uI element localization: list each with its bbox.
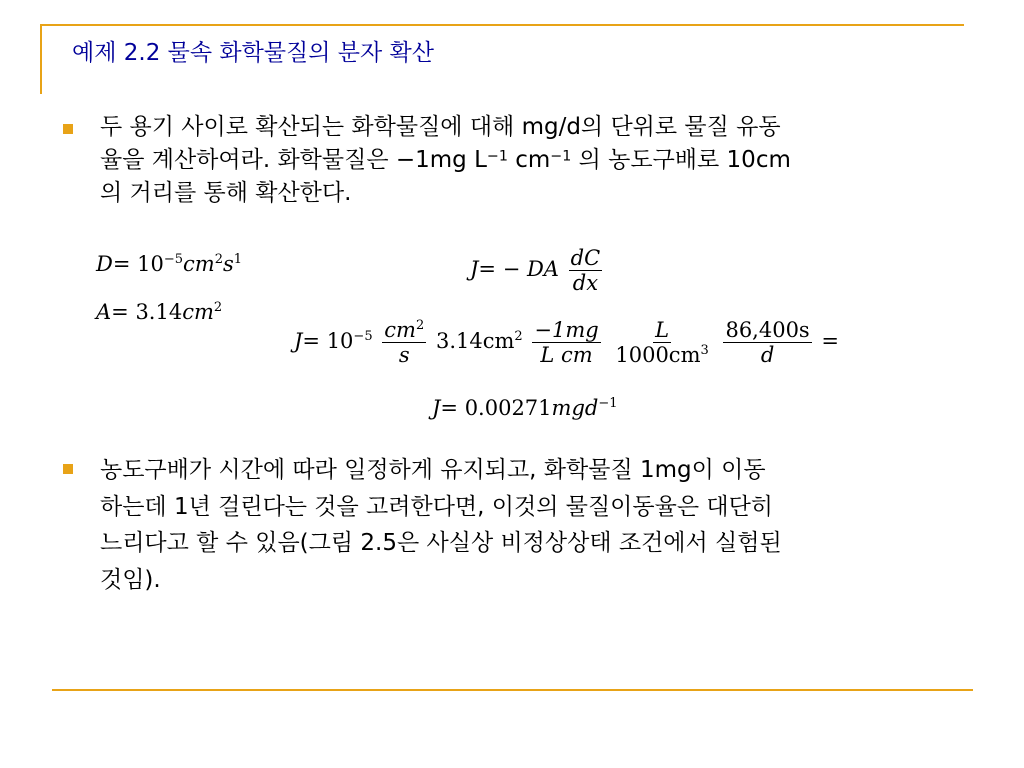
eq-calc-exp: −5 — [353, 329, 373, 345]
symbol-J: J — [294, 329, 303, 353]
eq-D-exp2: 2 — [214, 252, 223, 268]
equation-diffusion-coefficient — [96, 252, 242, 276]
para2-line-4: 것임). — [100, 566, 161, 593]
fraction-dC-dx — [569, 246, 603, 295]
equation-flux-result — [432, 396, 618, 420]
bullet-marker — [63, 124, 73, 134]
fraction-cm2-s — [382, 318, 426, 367]
fraction-seconds-per-day — [723, 318, 811, 367]
para1-unit-cm: cm — [507, 147, 551, 173]
eq-A-unit: cm — [182, 300, 214, 324]
eq-result-unit: mgd — [551, 396, 599, 420]
para1-line-2-tail: 의 농도구배로 10cm — [571, 147, 791, 173]
fraction-L-conversion — [613, 318, 710, 367]
bullet-marker — [63, 464, 73, 474]
eq-calc-area-exp: 2 — [514, 329, 523, 345]
equation-flux-calculation — [294, 318, 839, 367]
f1-num-exp: 2 — [415, 318, 425, 334]
equation-area — [96, 300, 222, 324]
symbol-J: J — [432, 396, 441, 420]
bullet-paragraph-1 — [100, 111, 970, 210]
para1-line-2: 율을 계산하여라. 화학물질은 −1mg L — [100, 147, 487, 173]
fraction-den — [613, 343, 710, 367]
fraction-num: L — [655, 318, 670, 342]
eq-result-value: = 0.00271 — [440, 396, 552, 420]
fraction-den: dx — [572, 271, 599, 295]
f3-den-exp: 3 — [700, 343, 709, 359]
fraction-num: −1mg — [534, 318, 599, 342]
para1-line-3: 의 거리를 통해 확산한다. — [100, 180, 352, 206]
accent-top-line — [40, 24, 964, 26]
fraction-den: L cm — [540, 343, 593, 367]
symbol-A: A — [96, 300, 112, 324]
accent-vertical-line — [40, 24, 42, 94]
para1-exp-1: −1 — [486, 148, 508, 165]
symbol-D: D — [96, 252, 113, 276]
eq-D-exp1: −5 — [163, 252, 184, 268]
para2-line-1: 농도구배가 시간에 따라 일정하게 유지되고, 화학물질 1mg이 이동 — [100, 457, 766, 483]
eq-D-unit2: s — [223, 252, 234, 276]
para1-exp-2: −1 — [550, 148, 572, 165]
para2-line-3: 느리다고 할 수 있음(그림 2.5은 사실상 비정상상태 조건에서 실험된 — [100, 530, 782, 556]
eq-result-exp: −1 — [598, 396, 618, 412]
eq-D-unit: cm — [183, 252, 215, 276]
fraction-num: 86,400s — [725, 318, 810, 342]
fraction-den: d — [760, 343, 775, 367]
eq-calc-equals: = — [821, 329, 840, 353]
eq-calc-coef: = 10 — [302, 329, 354, 353]
eq-D-value: = 10 — [112, 252, 164, 276]
eq-J-rhs: = − DA — [478, 257, 559, 281]
f3-den: 1000cm — [615, 343, 701, 367]
fraction-num — [382, 318, 426, 343]
equation-fick-law — [470, 246, 605, 295]
bullet-paragraph-2 — [100, 452, 970, 598]
para2-line-2: 하는데 1년 걸린다는 것을 고려한다면, 이것의 물질이동율은 대단히 — [100, 493, 774, 520]
eq-D-exp3: 1 — [233, 252, 243, 268]
symbol-J: J — [470, 257, 479, 281]
eq-calc-area: 3.14cm — [435, 329, 515, 353]
fraction-gradient — [532, 318, 600, 367]
f1-num: cm — [384, 318, 416, 342]
para1-line-1: 두 용기 사이로 확산되는 화학물질에 대해 mg/d의 단위로 물질 유동 — [100, 114, 781, 140]
eq-A-value: = 3.14 — [111, 300, 183, 324]
eq-A-exp: 2 — [213, 300, 223, 316]
fraction-num: dC — [570, 246, 601, 270]
slide-title: 예제 2.2 물속 화학물질의 분자 확산 — [72, 40, 434, 66]
fraction-den: s — [398, 343, 410, 367]
accent-bottom-line — [52, 689, 973, 691]
